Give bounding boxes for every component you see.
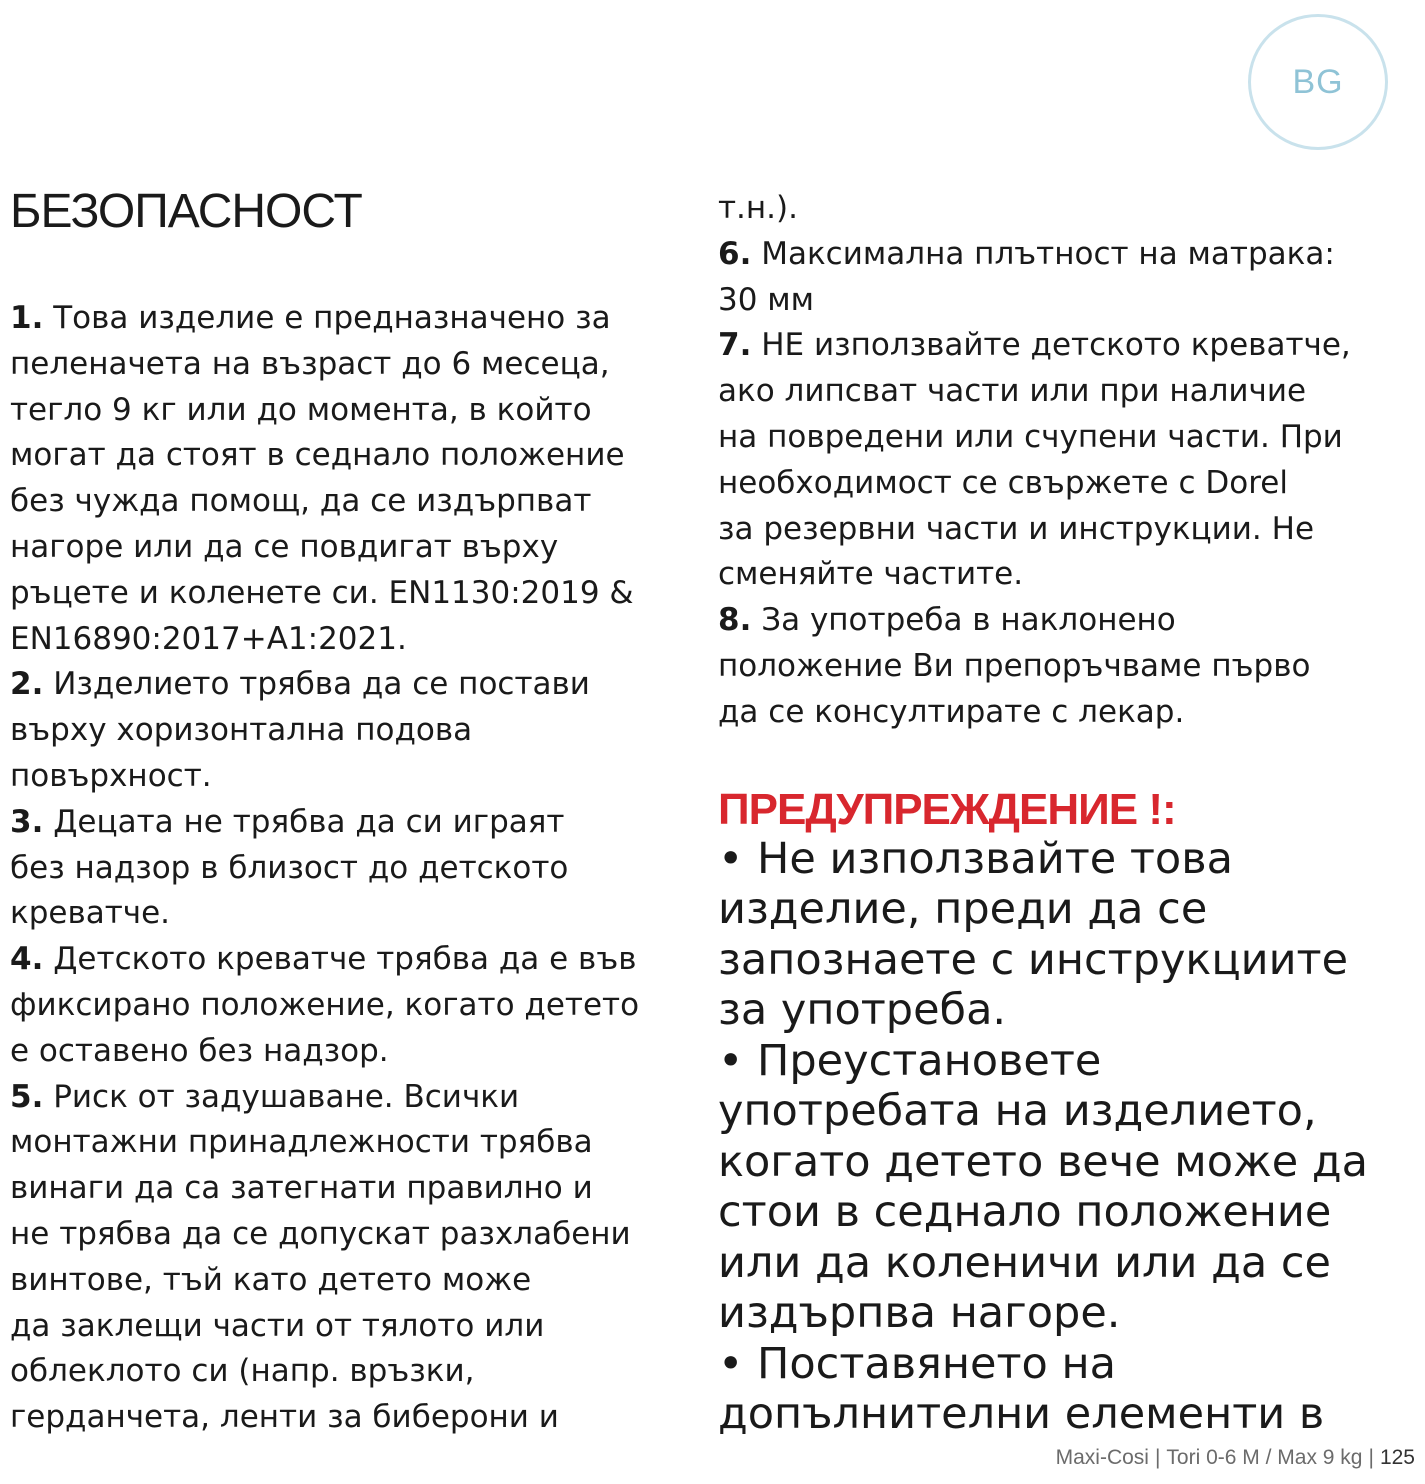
item-number: 6.: [718, 235, 752, 272]
safety-item-5-continuation: т.н.).: [718, 190, 798, 226]
right-column: [718, 186, 1408, 1440]
warning-item-2: • Преустановете употребата на изделието, когато детето вече може да стои в седнало положение или да коленичи или да се издърпва нагоре.: [718, 1035, 1368, 1339]
item-number: 5.: [10, 1078, 44, 1115]
footer-product: Tori 0-6 M / Max 9 kg: [1166, 1446, 1363, 1469]
warning-title: ПРЕДУПРЕЖДЕНИЕ !:: [718, 784, 1176, 834]
item-number: 7.: [718, 327, 752, 364]
safety-item-5: [10, 1075, 690, 1441]
item-text: Децата не трябва да си играят без надзор в близост до детското креватче.: [10, 803, 569, 932]
safety-title: БЕЗОПАСНОСТ: [10, 185, 362, 238]
page-number: 125: [1379, 1446, 1415, 1469]
footer-separator: |: [1154, 1446, 1161, 1469]
safety-item-1: [10, 296, 690, 662]
item-number: 2.: [10, 666, 44, 703]
item-number: 8.: [718, 602, 752, 639]
item-number: 3.: [10, 803, 44, 840]
footer-separator: |: [1368, 1446, 1374, 1469]
safety-item-6: [718, 232, 1408, 324]
safety-item-3: [10, 800, 690, 937]
left-column: [10, 180, 690, 1441]
safety-item-4: [10, 937, 690, 1074]
safety-item-8: [718, 598, 1408, 735]
item-text: Риск от задушаване. Всички монтажни принадлежности трябва винаги да са затегнати правилно и не трябва да се допускат разхлабени винтове, тъй като детето може да заклещи части от тялото или облеклото си (напр. връзки, герданчета, ленти за биберони и: [10, 1078, 631, 1436]
item-text: Това изделие е предназначено за пеленачета на възраст до 6 месеца, тегло 9 кг или до момента, в който могат да стоят в седнало положение без чужда помощ, да се издърпват нагоре или да се повдигат върху ръцете и коленете си. EN1130:2019 & EN16890:2017+A1:2021.: [10, 300, 634, 657]
warning-item-3: • Поставянето на допълнителни елементи в: [718, 1338, 1325, 1440]
item-text: За употреба в наклонено положение Ви препоръчваме първо да се консултирате с лекар.: [718, 602, 1311, 730]
item-number: 4.: [10, 941, 44, 978]
language-badge: [1248, 14, 1388, 150]
page-footer: [1056, 1446, 1415, 1470]
item-number: 1.: [10, 300, 44, 336]
footer-brand: Maxi-Cosi: [1055, 1446, 1149, 1469]
language-code: BG: [1292, 62, 1344, 101]
safety-item-7: [718, 323, 1408, 598]
item-text: Изделието трябва да се постави върху хоризонтална подова повърхност.: [10, 666, 590, 794]
safety-item-2: [10, 662, 690, 799]
item-text: Максимална плътност на матрака: 30 мм: [718, 235, 1335, 318]
item-text: НЕ използвайте детското креватче, ако липсват части или при наличие на повредени или счупени части. При необходимост се свържете с Dorel за резервни части и инструкции. Не сменяйте частите.: [718, 327, 1351, 593]
item-text: Детското креватче трябва да е във фиксирано положение, когато детето е оставено без надзор.: [10, 941, 640, 1069]
warning-item-1: • Не използвайте това изделие, преди да се запознаете с инструкциите за употреба.: [718, 833, 1349, 1036]
